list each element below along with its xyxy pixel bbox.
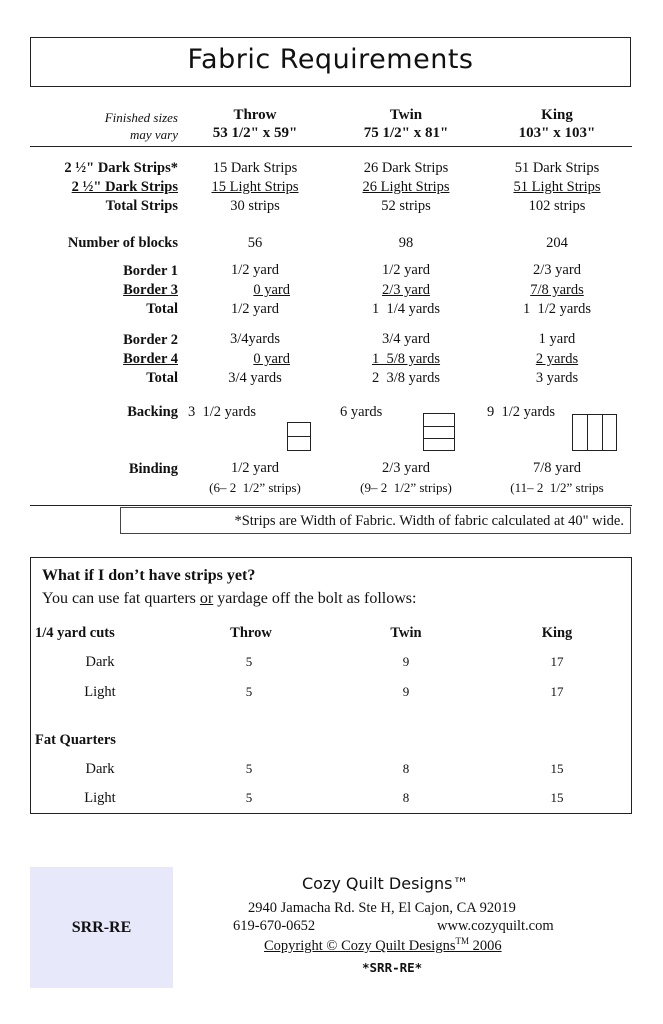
quarter-light-label: Light [84, 684, 116, 700]
throw-dark-strips: 15 Dark Strips [212, 160, 298, 176]
twin-border-1: 1/2 yard [382, 262, 430, 278]
fat-dark-label: Dark [85, 761, 115, 777]
throw-blocks: 56 [247, 235, 263, 251]
alt-question: What if I don’t have strips yet? [42, 567, 256, 584]
throw-total-strips: 30 strips [230, 198, 280, 214]
quarter-light-twin: 9 [402, 684, 410, 699]
throw-border-3: 0 yard [253, 282, 290, 298]
twin-binding-strips: (9– 2 1/2” strips) [360, 480, 452, 495]
fat-light-king: 15 [550, 790, 564, 805]
throw-light-strips: 15 Light Strips [211, 179, 299, 195]
footnote-box [120, 507, 631, 534]
brand-name: Cozy Quilt Designs™ [302, 874, 469, 893]
throw-border24-total: 3/4 yards [228, 370, 282, 386]
fat-quarters-heading: Fat Quarters [35, 732, 116, 748]
col-king-size: 103" x 103" [518, 125, 596, 141]
col-throw-name: Throw [233, 107, 277, 123]
king-blocks: 204 [546, 235, 568, 251]
quarter-dark-king: 17 [550, 654, 564, 669]
quarter-heading: 1/4 yard cuts [35, 625, 115, 641]
title-box [30, 37, 631, 87]
throw-border-2: 3/4yards [230, 331, 280, 347]
label-border-4: Border 4 [123, 351, 178, 367]
quarter-dark-label: Dark [85, 654, 115, 670]
fat-light-throw: 5 [245, 790, 253, 805]
label-border-3: Border 3 [123, 282, 178, 298]
label-border24-total: Total [146, 370, 178, 386]
alt-col-king: King [541, 625, 573, 641]
king-border-3: 7/8 yards [530, 282, 584, 298]
col-twin-size: 75 1/2" x 81" [363, 125, 449, 141]
twin-border-3: 2/3 yard [382, 282, 430, 298]
label-dark-strips: 2 ½" Dark Strips* [64, 160, 178, 176]
alternative-cuts-box [30, 557, 632, 814]
footnote-text: *Strips are Width of Fabric. Width of fabric calculated at 40" wide. [234, 513, 624, 529]
fat-dark-throw: 5 [245, 761, 253, 776]
king-border24-total: 3 yards [535, 370, 579, 386]
fat-dark-twin: 8 [402, 761, 410, 776]
king-dark-strips: 51 Dark Strips [514, 160, 600, 176]
label-dark-strips-2: 2 ½" Dark Strips [71, 179, 178, 195]
sku-label: SRR-RE [71, 919, 132, 936]
twin-border24-total: 2 3/8 yards [371, 370, 441, 386]
king-light-strips: 51 Light Strips [513, 179, 601, 195]
king-binding-strips: (11– 2 1/2” strips [510, 480, 604, 495]
twin-binding: 2/3 yard [382, 460, 430, 476]
footnote-divider [30, 505, 632, 506]
label-border13-total: Total [146, 301, 178, 317]
alt-col-throw: Throw [230, 625, 272, 641]
col-twin-name: Twin [389, 107, 423, 123]
king-total-strips: 102 strips [528, 198, 586, 214]
twin-light-strips: 26 Light Strips [362, 179, 450, 195]
king-border-4: 2 yards [535, 351, 579, 367]
twin-dark-strips: 26 Dark Strips [363, 160, 449, 176]
fat-light-twin: 8 [402, 790, 410, 805]
label-binding: Binding [128, 461, 178, 477]
col-throw-size: 53 1/2" x 59" [212, 125, 298, 141]
throw-border-4: 0 yard [253, 351, 290, 367]
twin-border-2: 3/4 yard [382, 331, 430, 347]
twin-backing: 6 yards [340, 404, 383, 420]
label-border-2: Border 2 [123, 332, 178, 348]
page-title: Fabric Requirements [187, 44, 474, 75]
king-backing: 9 1/2 yards [487, 404, 556, 420]
quarter-dark-throw: 5 [245, 654, 253, 669]
alt-subtitle: You can use fat quarters or yardage off the bolt as follows: [42, 590, 417, 607]
address: 2940 Jamacha Rd. Ste H, El Cajon, CA 92019 [248, 900, 516, 916]
throw-backing-diagram [287, 422, 311, 451]
king-border-1: 2/3 yard [533, 262, 581, 278]
twin-total-strips: 52 strips [381, 198, 431, 214]
sku-footer: *SRR-RE* [362, 960, 423, 975]
phone: 619-670-0652 [233, 918, 316, 934]
quarter-dark-twin: 9 [402, 654, 410, 669]
king-binding: 7/8 yard [533, 460, 581, 476]
sizes-note-1: Finished sizes [104, 110, 178, 125]
fat-dark-king: 15 [550, 761, 564, 776]
throw-backing: 3 1/2 yards [188, 404, 257, 420]
website-link[interactable]: www.cozyquilt.com [437, 918, 554, 934]
twin-border-4: 1 5/8 yards [371, 351, 441, 367]
sku-box [30, 867, 173, 988]
twin-backing-diagram [423, 413, 455, 451]
label-backing: Backing [127, 404, 178, 420]
alt-col-twin: Twin [390, 625, 422, 641]
label-total-strips: Total Strips [105, 198, 178, 214]
fat-light-label: Light [84, 790, 116, 806]
col-king-name: King [541, 107, 573, 123]
twin-blocks: 98 [398, 235, 414, 251]
quarter-light-throw: 5 [245, 684, 253, 699]
throw-binding: 1/2 yard [231, 460, 279, 476]
king-border13-total: 1 1/2 yards [522, 301, 592, 317]
sizes-note-2: may vary [129, 127, 178, 142]
copyright: Copyright © Cozy Quilt Designs™ 2006 [264, 936, 502, 954]
twin-border13-total: 1 1/4 yards [371, 301, 441, 317]
king-border-2: 1 yard [538, 331, 576, 347]
label-border-1: Border 1 [123, 263, 178, 279]
throw-binding-strips: (6– 2 1/2” strips) [209, 480, 301, 495]
throw-border-1: 1/2 yard [231, 262, 279, 278]
header-divider [30, 146, 632, 147]
quarter-light-king: 17 [550, 684, 564, 699]
label-number-of-blocks: Number of blocks [67, 235, 178, 251]
throw-border13-total: 1/2 yard [231, 301, 279, 317]
king-backing-diagram [572, 414, 617, 451]
